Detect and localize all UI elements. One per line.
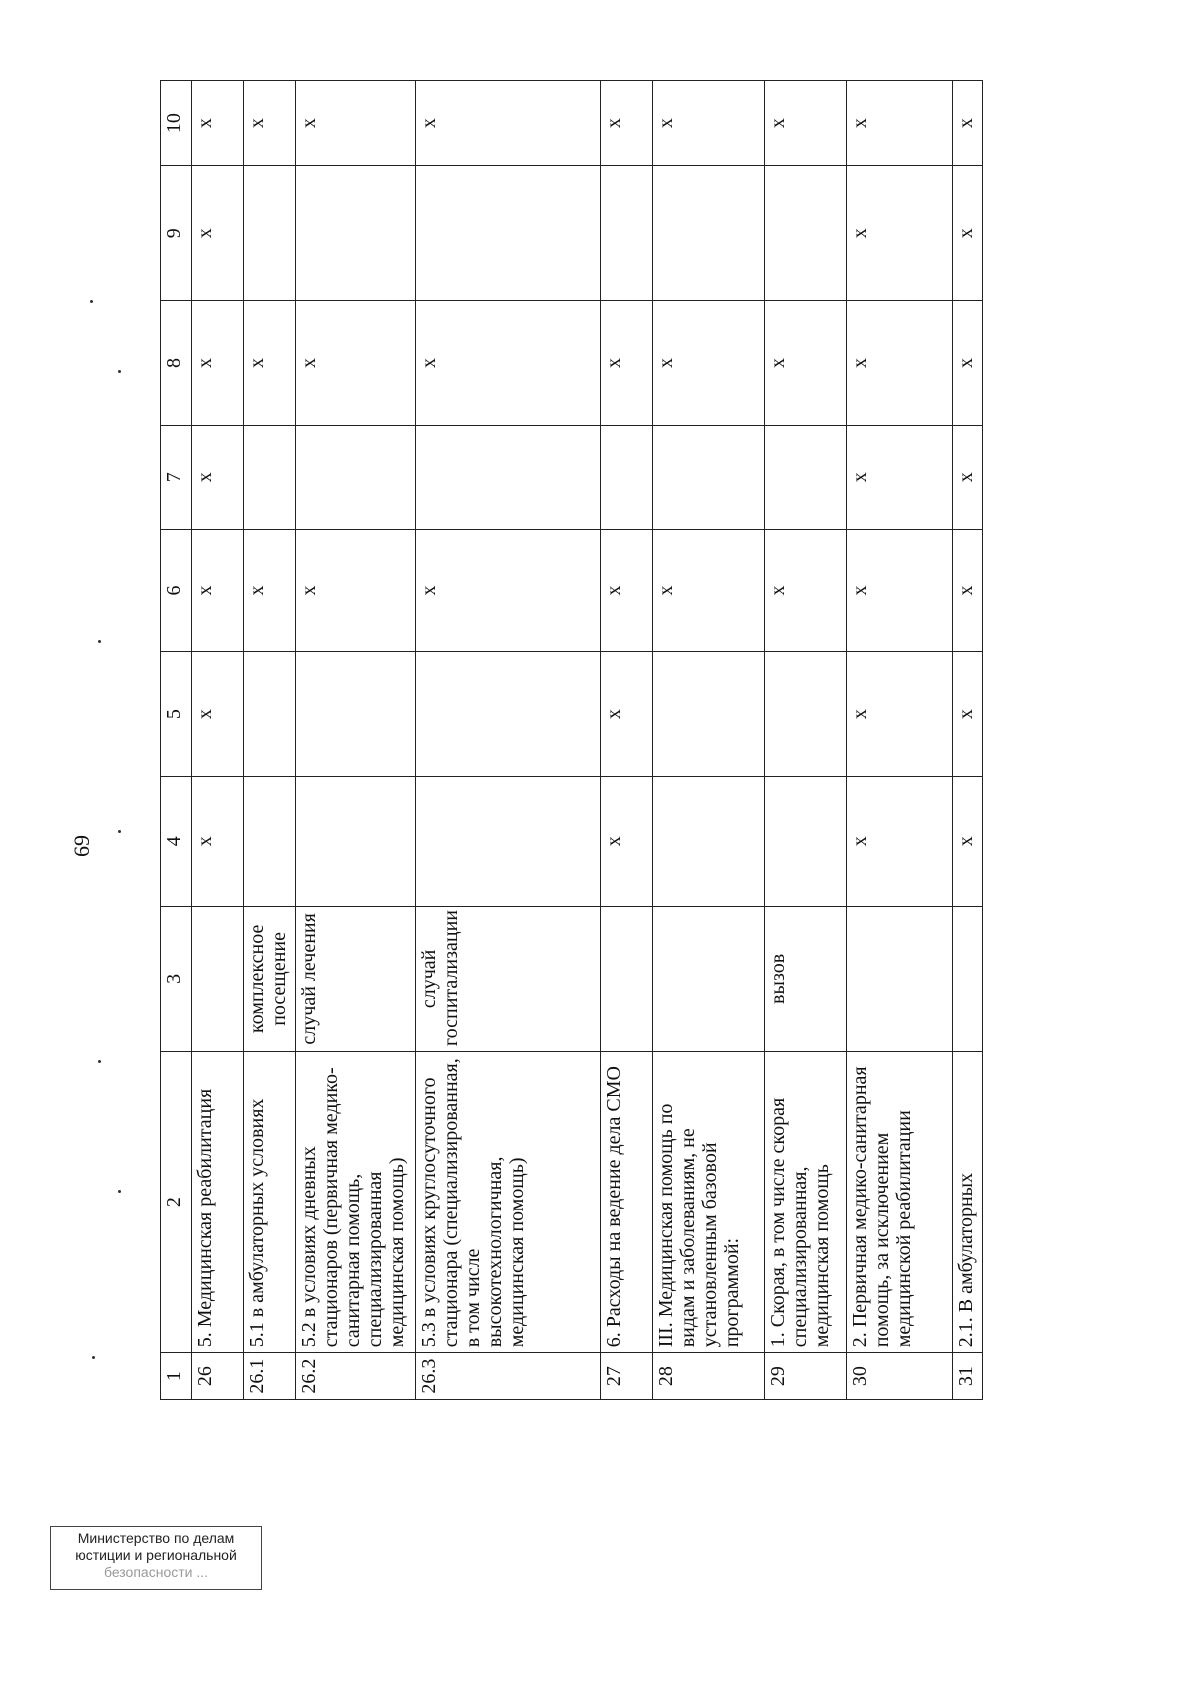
row-label-cell: 5. Медицинская реабилитация bbox=[192, 1052, 244, 1353]
mark-cell: x bbox=[847, 776, 953, 906]
mark-cell: x bbox=[847, 81, 953, 166]
header-cell: 1 bbox=[161, 1353, 192, 1400]
mark-cell: x bbox=[953, 529, 983, 652]
mark-cell: x bbox=[416, 81, 601, 166]
mark-cell: x bbox=[244, 529, 296, 652]
data-table bbox=[160, 80, 983, 1400]
scan-speck bbox=[118, 1190, 121, 1193]
mark-cell bbox=[296, 776, 416, 906]
header-cell: 10 bbox=[161, 81, 192, 166]
scan-speck bbox=[118, 370, 121, 373]
mark-cell: x bbox=[953, 425, 983, 529]
unit-cell bbox=[601, 906, 653, 1051]
header-cell: 4 bbox=[161, 776, 192, 906]
mark-cell bbox=[244, 776, 296, 906]
stamp-line-3: безопасности ... bbox=[103, 1564, 209, 1580]
mark-cell: x bbox=[192, 166, 244, 301]
mark-cell: x bbox=[847, 166, 953, 301]
table-row bbox=[416, 81, 601, 1400]
mark-cell bbox=[653, 425, 765, 529]
mark-cell: x bbox=[765, 301, 847, 426]
header-cell: 8 bbox=[161, 301, 192, 426]
mark-cell: x bbox=[296, 529, 416, 652]
mark-cell: x bbox=[192, 529, 244, 652]
mark-cell: x bbox=[653, 529, 765, 652]
unit-cell: вызов bbox=[765, 906, 847, 1051]
mark-cell: x bbox=[601, 301, 653, 426]
row-number-cell: 27 bbox=[601, 1353, 653, 1400]
mark-cell: x bbox=[601, 529, 653, 652]
row-number-cell: 31 bbox=[953, 1353, 983, 1400]
row-label-cell: III. Медицинская помощь по видам и заболеваниям, не установленным базовой программой: bbox=[653, 1052, 765, 1353]
table-row bbox=[953, 81, 983, 1400]
scan-speck bbox=[98, 1060, 101, 1063]
row-label-cell: 5.2 в условиях дневных стационаров (первичная медико-санитарная помощь, специализированная медицинская помощь) bbox=[296, 1052, 416, 1353]
mark-cell bbox=[653, 652, 765, 777]
page-number: 69 bbox=[69, 835, 94, 857]
mark-cell bbox=[601, 166, 653, 301]
scan-speck bbox=[98, 640, 101, 643]
unit-cell: комплексное посещение bbox=[244, 906, 296, 1051]
header-cell: 2 bbox=[161, 1052, 192, 1353]
mark-cell: x bbox=[192, 776, 244, 906]
mark-cell: x bbox=[416, 301, 601, 426]
table-row bbox=[847, 81, 953, 1400]
mark-cell bbox=[244, 652, 296, 777]
mark-cell: x bbox=[192, 652, 244, 777]
mark-cell bbox=[244, 425, 296, 529]
mark-cell: x bbox=[953, 776, 983, 906]
mark-cell: x bbox=[244, 301, 296, 426]
mark-cell: x bbox=[296, 301, 416, 426]
row-number-cell: 29 bbox=[765, 1353, 847, 1400]
table-row bbox=[601, 81, 653, 1400]
mark-cell: x bbox=[244, 81, 296, 166]
scan-speck bbox=[90, 300, 93, 303]
mark-cell: x bbox=[847, 652, 953, 777]
ministry-stamp bbox=[50, 1526, 262, 1590]
mark-cell bbox=[296, 166, 416, 301]
mark-cell bbox=[244, 166, 296, 301]
scan-speck bbox=[118, 830, 121, 833]
mark-cell: x bbox=[601, 776, 653, 906]
mark-cell: x bbox=[416, 529, 601, 652]
row-number-cell: 30 bbox=[847, 1353, 953, 1400]
row-number-cell: 26.3 bbox=[416, 1353, 601, 1400]
mark-cell: x bbox=[953, 81, 983, 166]
row-label-cell: 2.1. В амбулаторных bbox=[953, 1052, 983, 1353]
mark-cell: x bbox=[765, 529, 847, 652]
mark-cell: x bbox=[296, 81, 416, 166]
unit-cell bbox=[653, 906, 765, 1051]
unit-cell: случай лечения bbox=[296, 906, 416, 1051]
unit-cell bbox=[953, 906, 983, 1051]
mark-cell bbox=[765, 652, 847, 777]
row-number-cell: 26.1 bbox=[244, 1353, 296, 1400]
mark-cell: x bbox=[847, 529, 953, 652]
mark-cell bbox=[601, 425, 653, 529]
mark-cell: x bbox=[653, 301, 765, 426]
row-number-cell: 28 bbox=[653, 1353, 765, 1400]
header-cell: 5 bbox=[161, 652, 192, 777]
mark-cell: x bbox=[765, 81, 847, 166]
scan-speck bbox=[92, 1356, 95, 1359]
mark-cell: x bbox=[653, 81, 765, 166]
row-label-cell: 1. Скорая, в том числе скорая специализированная, медицинская помощь bbox=[765, 1052, 847, 1353]
mark-cell: x bbox=[601, 652, 653, 777]
row-label-cell: 5.3 в условиях круглосуточного стационара (специализированная, в том числе высокотехнологичная, медицинская помощь) bbox=[416, 1052, 601, 1353]
unit-cell bbox=[192, 906, 244, 1051]
mark-cell bbox=[296, 652, 416, 777]
mark-cell: x bbox=[953, 301, 983, 426]
row-number-cell: 26 bbox=[192, 1353, 244, 1400]
table-row bbox=[296, 81, 416, 1400]
table-row bbox=[653, 81, 765, 1400]
table-row bbox=[192, 81, 244, 1400]
row-label-cell: 2. Первичная медико-санитарная помощь, за исключением медицинской реабилитации bbox=[847, 1052, 953, 1353]
mark-cell: x bbox=[192, 301, 244, 426]
mark-cell bbox=[765, 166, 847, 301]
row-label-cell: 6. Расходы на ведение дела СМО bbox=[601, 1052, 653, 1353]
row-number-cell: 26.2 bbox=[296, 1353, 416, 1400]
header-cell: 9 bbox=[161, 166, 192, 301]
mark-cell: x bbox=[847, 425, 953, 529]
mark-cell: x bbox=[847, 301, 953, 426]
stamp-line-1: Министерство по делам bbox=[77, 1530, 235, 1546]
mark-cell bbox=[653, 166, 765, 301]
header-cell: 6 bbox=[161, 529, 192, 652]
header-cell: 7 bbox=[161, 425, 192, 529]
mark-cell bbox=[416, 652, 601, 777]
mark-cell bbox=[416, 166, 601, 301]
mark-cell: x bbox=[953, 652, 983, 777]
mark-cell bbox=[653, 776, 765, 906]
table-row bbox=[765, 81, 847, 1400]
mark-cell: x bbox=[601, 81, 653, 166]
table-row bbox=[244, 81, 296, 1400]
mark-cell: x bbox=[953, 166, 983, 301]
unit-cell: случай госпитализации bbox=[416, 906, 601, 1051]
header-cell: 3 bbox=[161, 906, 192, 1051]
unit-cell bbox=[847, 906, 953, 1051]
mark-cell bbox=[416, 776, 601, 906]
mark-cell: x bbox=[192, 81, 244, 166]
mark-cell bbox=[296, 425, 416, 529]
mark-cell bbox=[765, 425, 847, 529]
mark-cell bbox=[765, 776, 847, 906]
mark-cell bbox=[416, 425, 601, 529]
rotated-table-container bbox=[160, 80, 1160, 1400]
stamp-line-2: юстиции и региональной bbox=[75, 1547, 237, 1563]
mark-cell: x bbox=[192, 425, 244, 529]
header-row bbox=[161, 81, 192, 1400]
row-label-cell: 5.1 в амбулаторных условиях bbox=[244, 1052, 296, 1353]
